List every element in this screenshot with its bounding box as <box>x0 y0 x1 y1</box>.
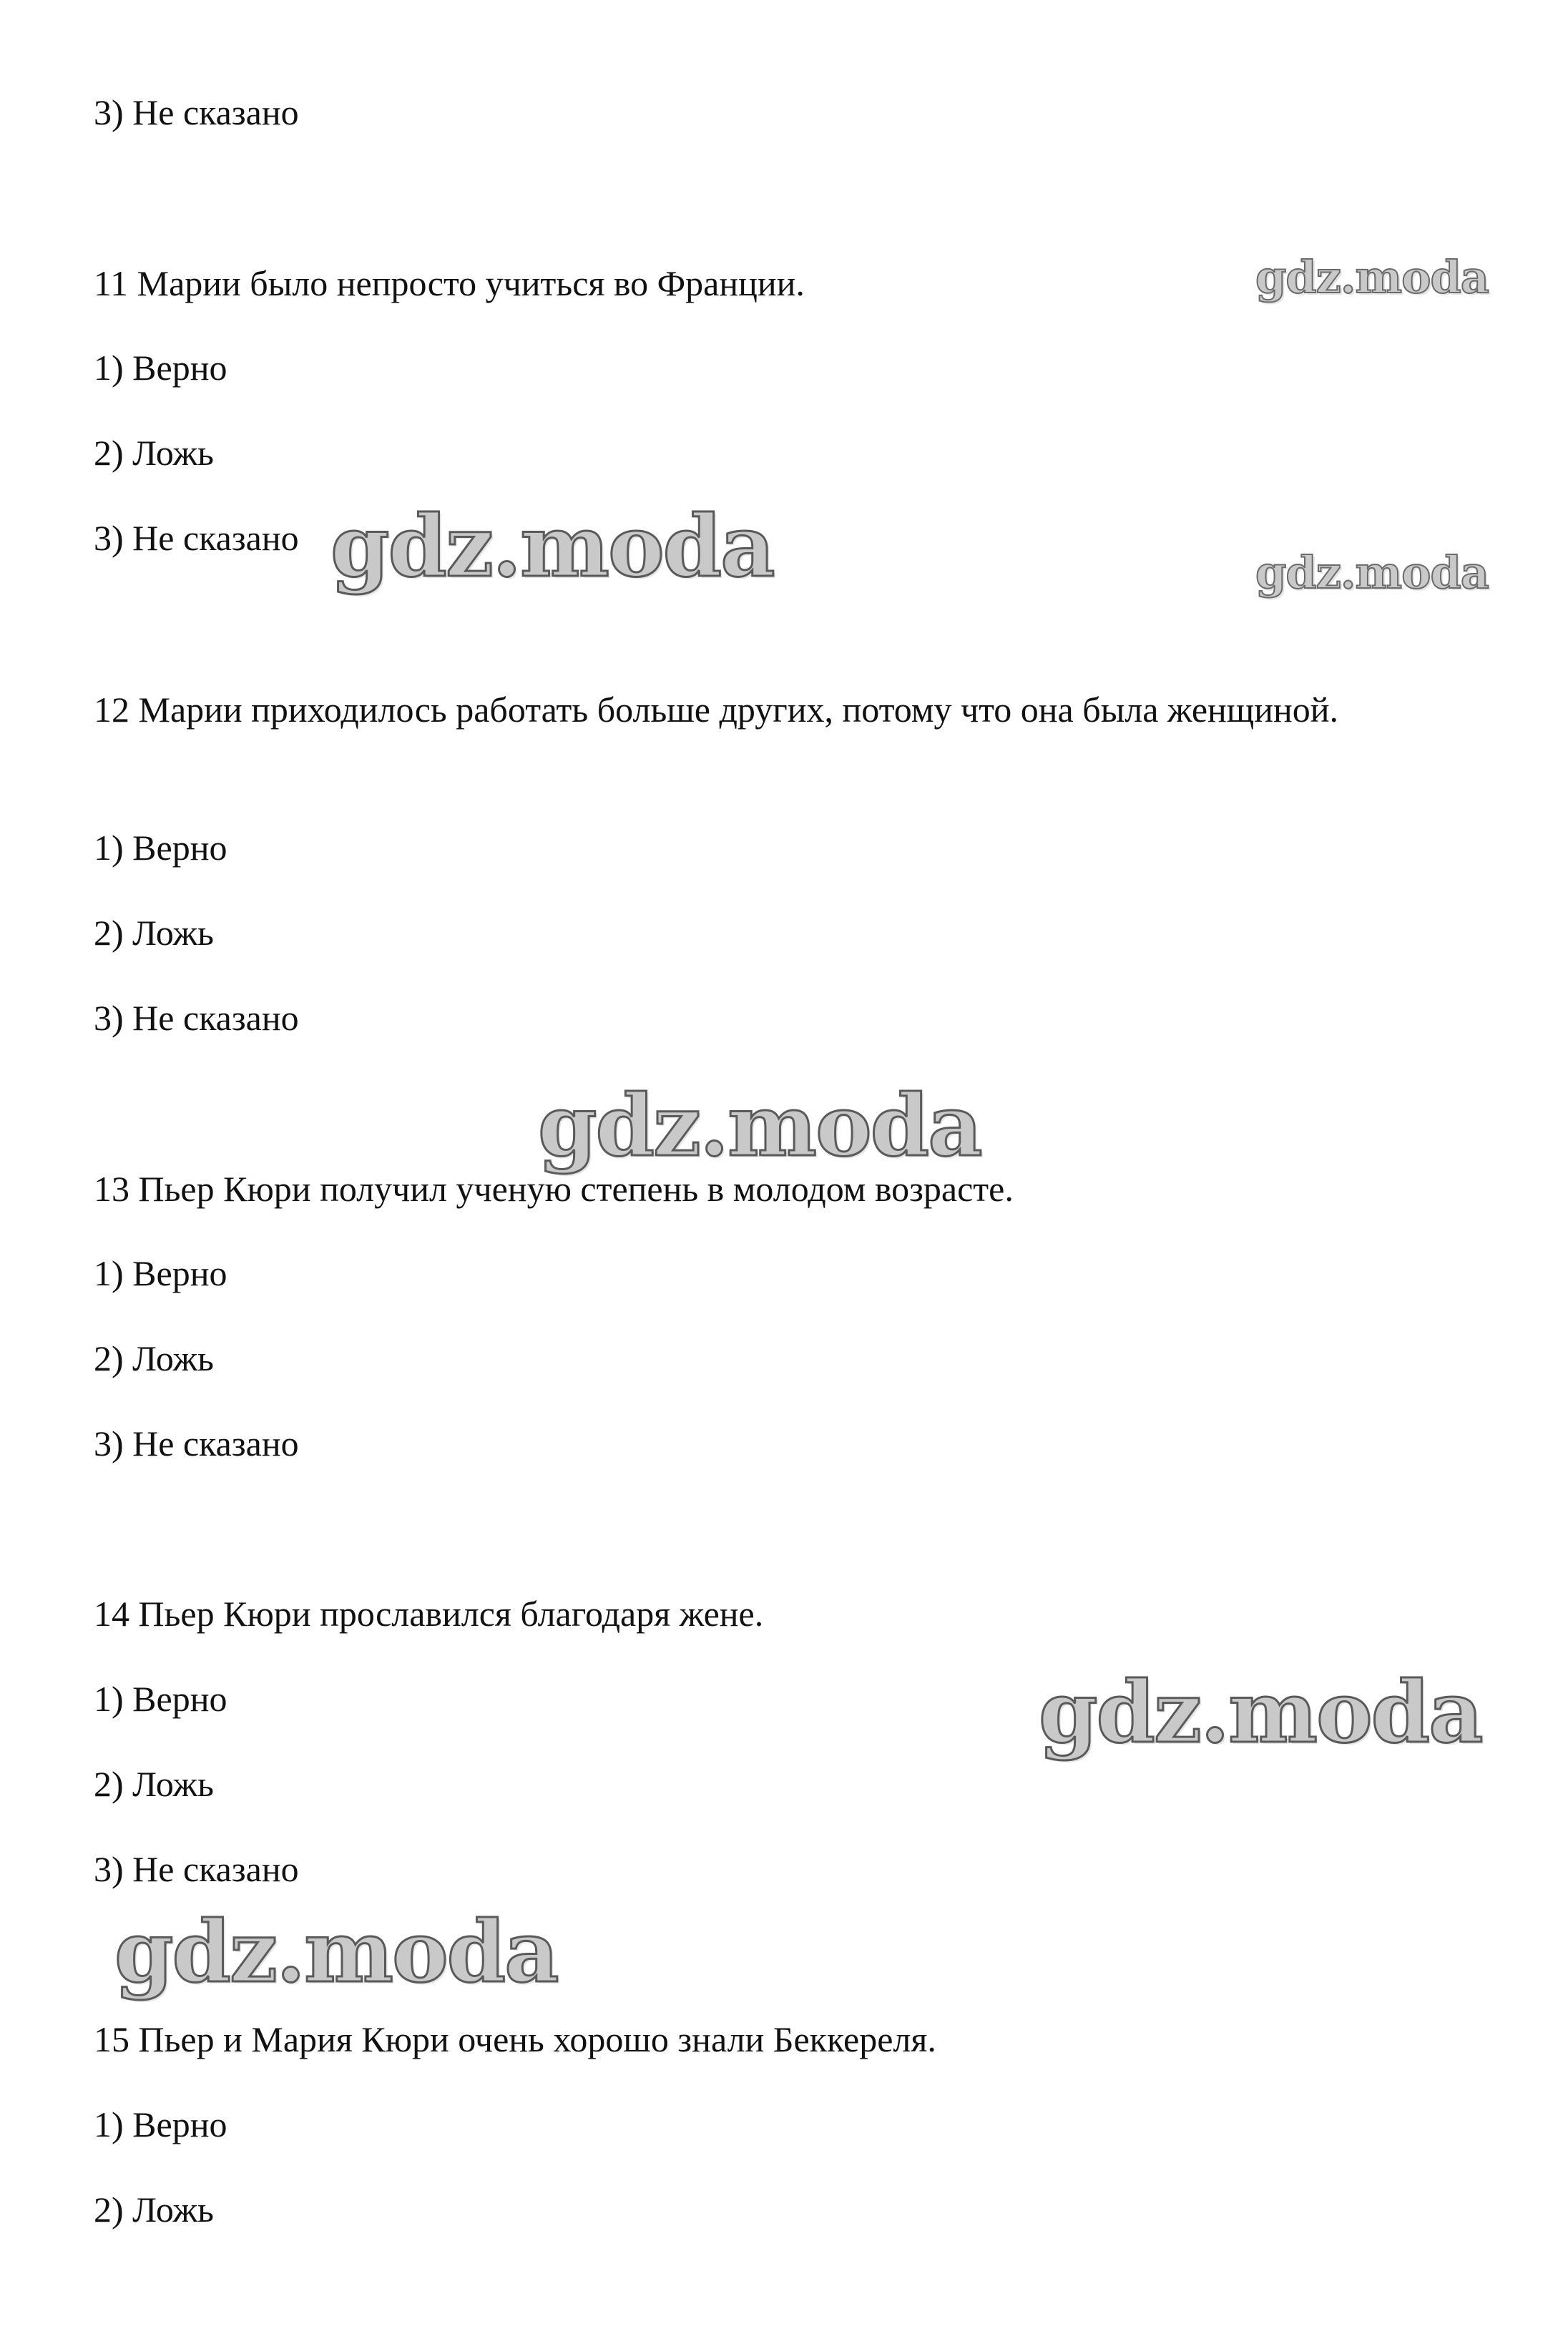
q13-option-3: 3) Не сказано <box>94 1423 299 1463</box>
q15-question: 15 Пьер и Мария Кюри очень хорошо знали Беккереля. <box>94 2019 936 2059</box>
watermark: gdz.moda <box>330 496 774 596</box>
q12-option-2: 2) Ложь <box>94 913 214 953</box>
q15-option-2: 2) Ложь <box>94 2190 214 2230</box>
q12-question: 12 Марии приходилось работать больше других, потому что она была женщиной. <box>94 690 1339 730</box>
watermark: gdz.moda <box>114 1902 558 2001</box>
q11-option-3: 3) Не сказано <box>94 518 299 558</box>
q13-option-1: 1) Верно <box>94 1253 227 1293</box>
watermark: gdz.moda <box>1039 1662 1482 1762</box>
q11-option-2: 2) Ложь <box>94 433 214 473</box>
q12-option-1: 1) Верно <box>94 828 227 868</box>
q14-option-1: 1) Верно <box>94 1679 227 1719</box>
watermark: gdz.moda <box>538 1076 981 1175</box>
q15-option-1: 1) Верно <box>94 2104 227 2144</box>
q12-option-3: 3) Не сказано <box>94 998 299 1038</box>
q13-question: 13 Пьер Кюри получил ученую степень в молодом возрасте. <box>94 1169 1014 1209</box>
q11-question: 11 Марии было непросто учиться во Франции. <box>94 263 805 303</box>
q14-question: 14 Пьер Кюри прославился благодаря жене. <box>94 1594 764 1634</box>
q10-option-3: 3) Не сказано <box>94 92 299 132</box>
watermark: gdz.moda <box>1255 546 1489 599</box>
watermark: gdz.moda <box>1255 251 1489 303</box>
q14-option-3: 3) Не сказано <box>94 1849 299 1889</box>
q13-option-2: 2) Ложь <box>94 1338 214 1378</box>
q14-option-2: 2) Ложь <box>94 1764 214 1804</box>
q11-option-1: 1) Верно <box>94 348 227 388</box>
